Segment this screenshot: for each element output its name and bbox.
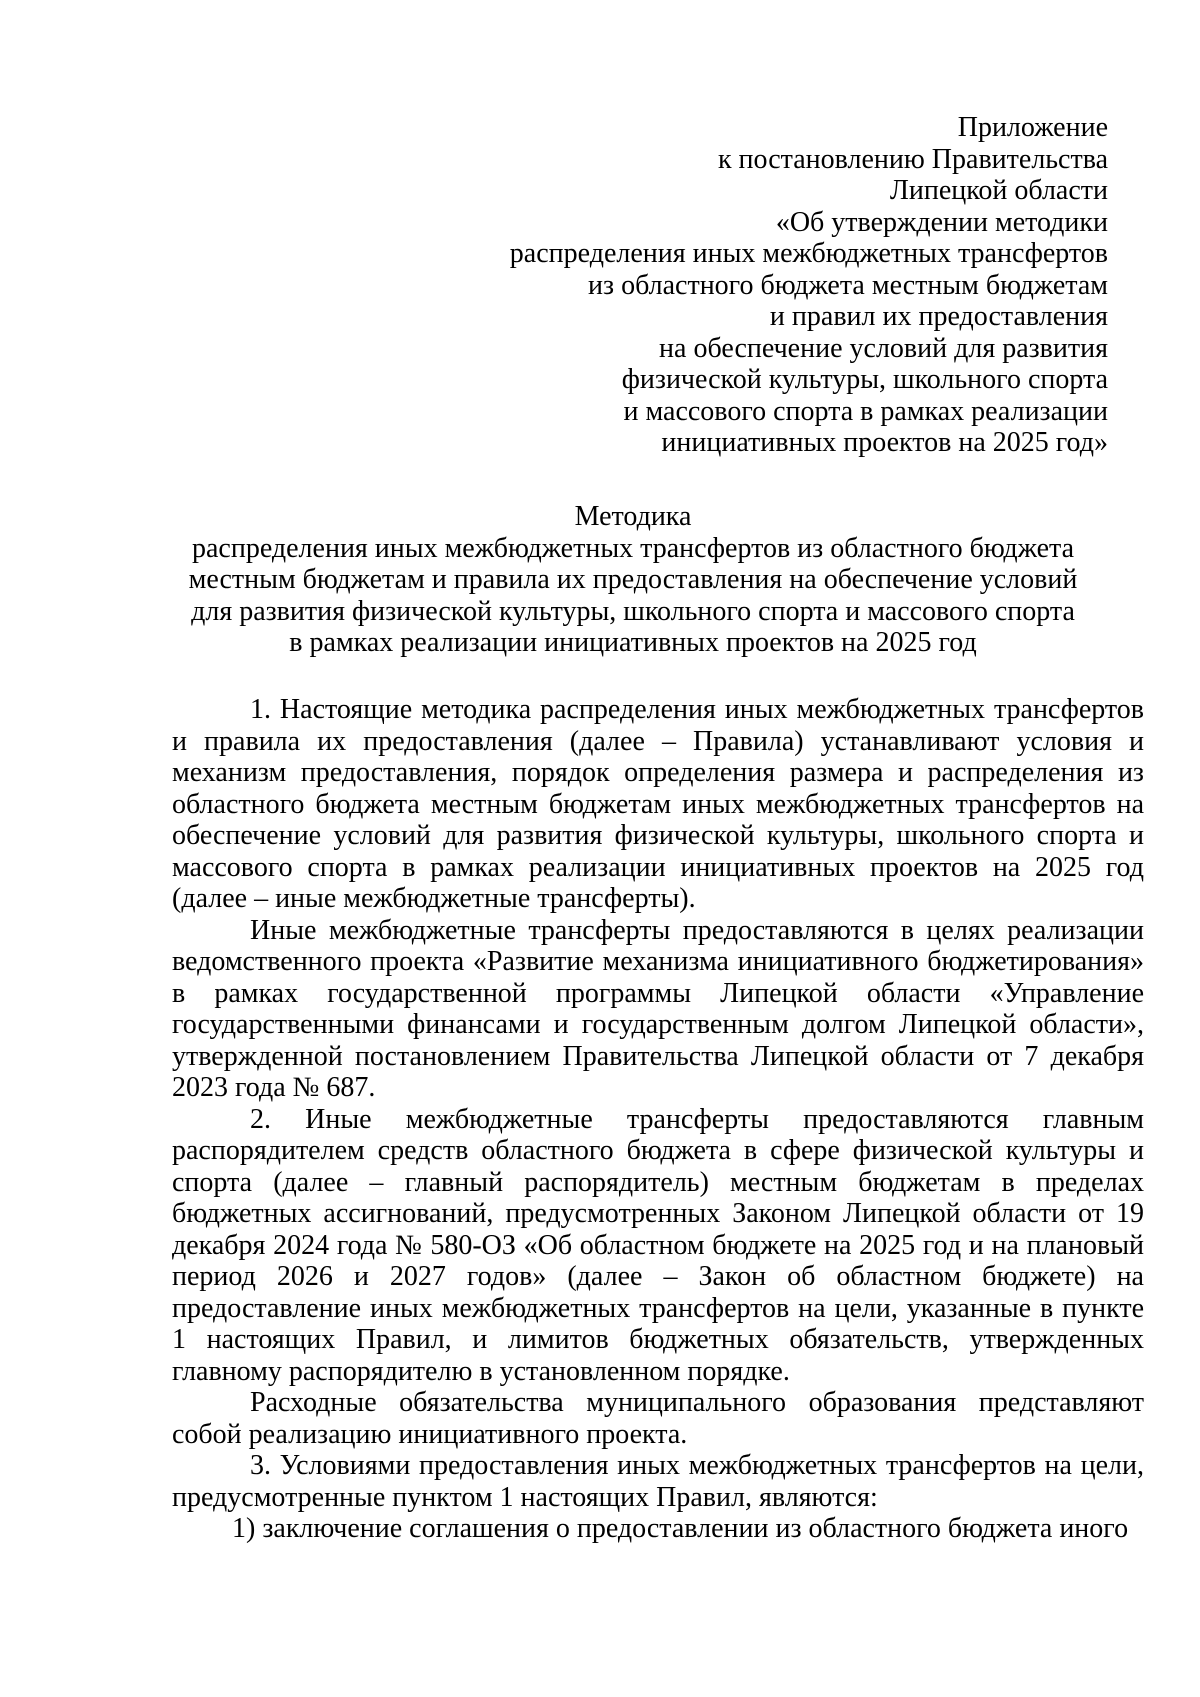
document-body — [172, 694, 1144, 1545]
appendix-header — [408, 112, 1108, 459]
paragraph-1-continuation: Иные межбюджетные трансферты предоставляются в целях реализации ведомственного проекта «Развитие механизма инициативного бюджетирования» в рамках государственной программы Липецкой области «Управление государственными финансами и государственным долгом Липецкой области», утвержденной постановлением Правительства Липецкой области от 7 декабря 2023 года № 687. — [172, 914, 1144, 1103]
paragraph-2-continuation: Расходные обязательства муниципального образования представляют собой реализацию инициативного проекта. — [172, 1387, 1144, 1450]
title-line: местным бюджетам и правила их предоставления на обеспечение условий — [188, 564, 1078, 595]
title-line: в рамках реализации инициативных проектов на 2025 год — [289, 627, 977, 658]
appendix-line: из областного бюджета местным бюджетам — [588, 269, 1108, 301]
appendix-line: физической культуры, школьного спорта — [621, 364, 1108, 395]
appendix-line: к постановлению Правительства — [717, 143, 1108, 175]
appendix-line: «Об утверждении методики — [775, 206, 1108, 238]
paragraph-3: 3. Условиями предоставления иных межбюджетных трансфертов на цели, предусмотренные пунктом 1 настоящих Правил, являются: — [172, 1450, 1144, 1513]
appendix-line: Приложение — [957, 112, 1108, 143]
title-heading: Методика — [574, 501, 692, 532]
paragraph-3-item-1: 1) заключение соглашения о предоставлении из областного бюджета иного — [232, 1513, 1129, 1544]
appendix-line: и массового спорта в рамках реализации — [623, 395, 1108, 427]
appendix-line: Липецкой области — [889, 175, 1108, 206]
paragraph-1: 1. Настоящие методика распределения иных межбюджетных трансфертов и правила их предоставления (далее – Правила) устанавливают условия и механизм предоставления, порядок определения размера и распределения из областного бюджета местным бюджетам иных межбюджетных трансфертов на обеспечение условий для развития физической культуры, школьного спорта и массового спорта в рамках реализации инициативных проектов на 2025 год (далее – иные межбюджетные трансферты). — [172, 694, 1144, 914]
appendix-line: и правил их предоставления — [769, 301, 1108, 332]
paragraph-2: 2. Иные межбюджетные трансферты предоставляются главным распорядителем средств областного бюджета в сфере физической культуры и спорта (далее – главный распорядитель) местным бюджетам в пределах бюджетных ассигнований, предусмотренных Законом Липецкой области от 19 декабря 2024 года № 580-ОЗ «Об областном бюджете на 2025 год и на плановый период 2026 и 2027 годов» (далее – Закон об областном бюджете) на предоставление иных межбюджетных трансфертов на цели, указанные в пункте 1 настоящих Правил, и лимитов бюджетных обязательств, утвержденных главному распорядителю в установленном порядке. — [172, 1103, 1144, 1387]
appendix-line: распределения иных межбюджетных трансфертов — [509, 238, 1108, 269]
title-line: распределения иных межбюджетных трансфертов из областного бюджета — [191, 532, 1075, 564]
appendix-line: на обеспечение условий для развития — [659, 332, 1108, 364]
title-line: для развития физической культуры, школьного спорта и массового спорта — [191, 595, 1075, 627]
document-title — [150, 501, 1116, 659]
appendix-line: инициативных проектов на 2025 год» — [661, 427, 1108, 458]
